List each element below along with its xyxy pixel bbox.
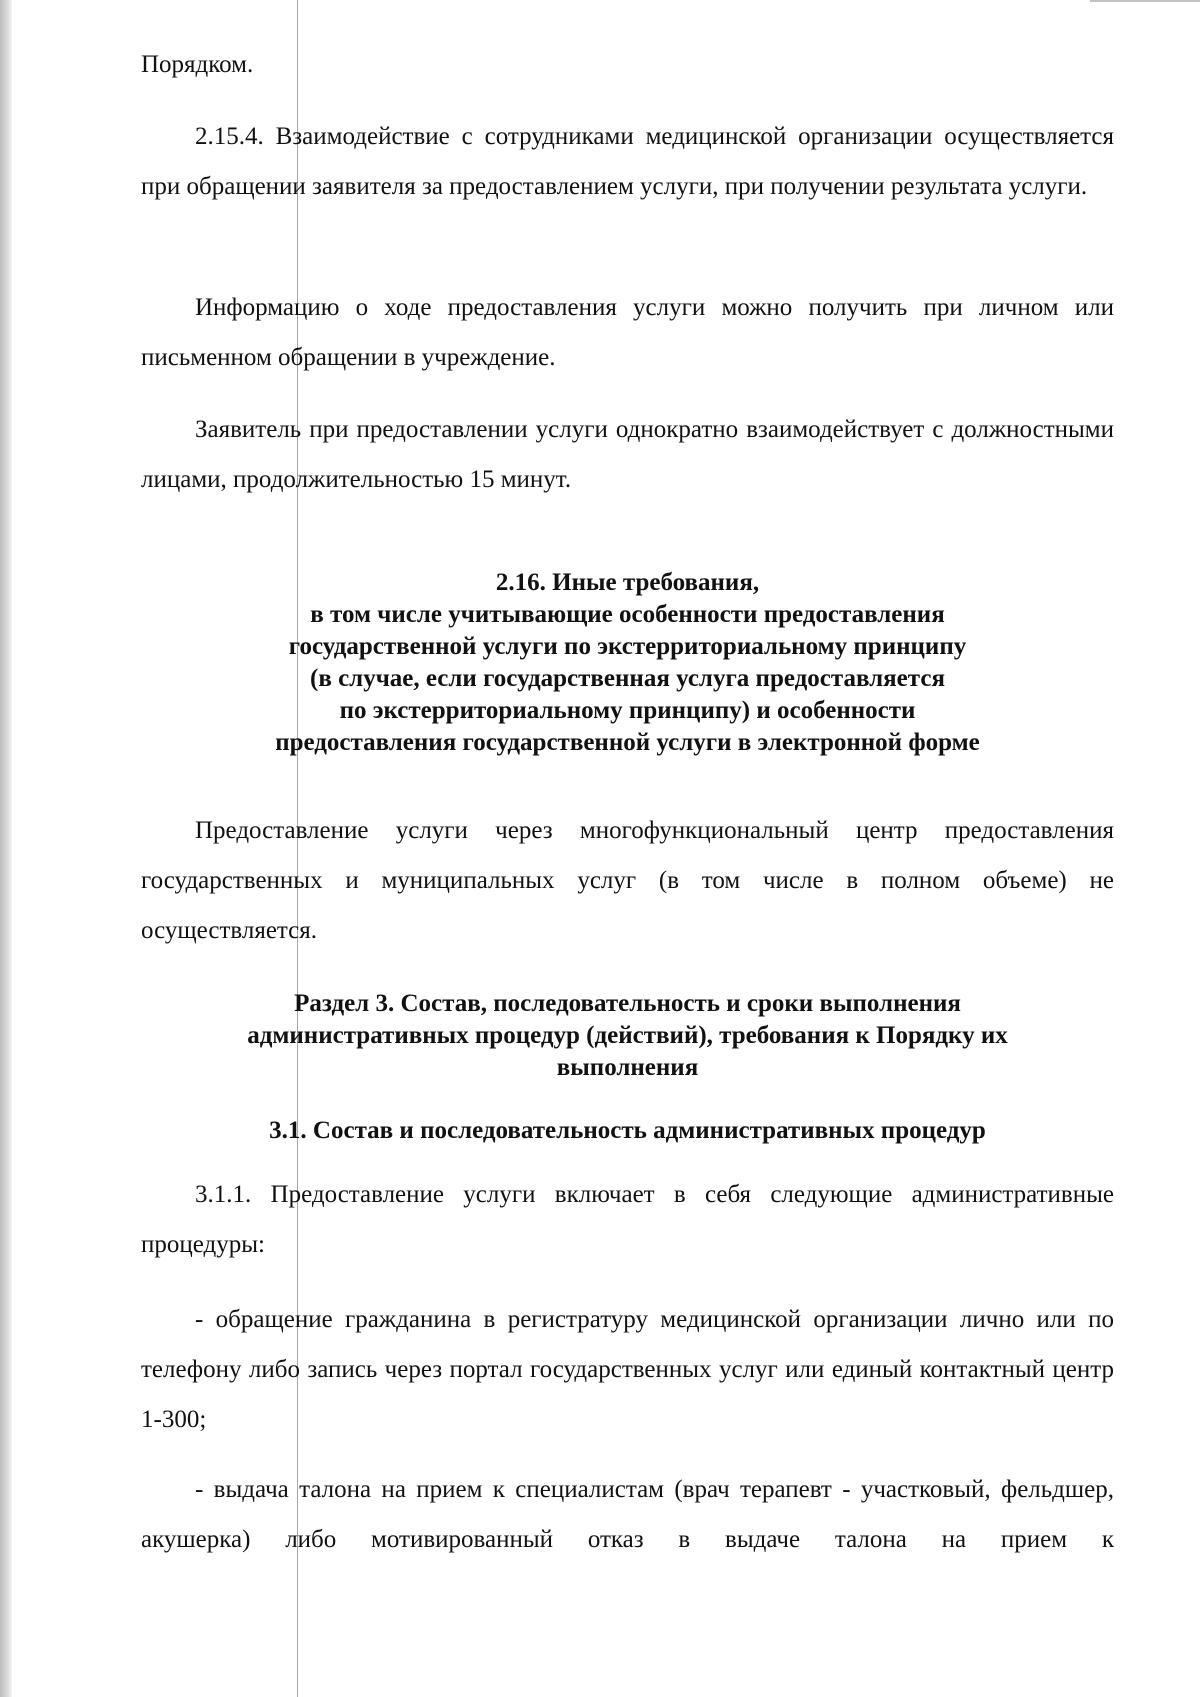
paragraph-porядком: Порядком. bbox=[141, 51, 254, 78]
list-item-appeal: - обращение гражданина в регистратуру медицинской организации лично или по телефону либо запись через портал государственных услуг или единый контактный центр 1-300; bbox=[141, 1306, 1114, 1433]
heading-section-3-line: выполнения bbox=[556, 1054, 699, 1081]
paragraph-2-15-4: 2.15.4. Взаимодействие с сотрудниками медицинской организации осуществляется при обращении заявителя за предоставлением услуги, при получении результата услуги. bbox=[141, 123, 1114, 200]
heading-2-16-line: по экстерриториальному принципу) и особенности bbox=[339, 697, 916, 724]
list-item-ticket: - выдача талона на прием к специалистам (врач терапевт - участковый, фельдшер, акушерка) либо мотивированный отказ в выдаче талона на прием к bbox=[141, 1476, 1114, 1553]
heading-2-16-line: в том числе учитывающие особенности предоставления bbox=[310, 601, 945, 628]
scan-left-edge-shadow bbox=[0, 0, 12, 1697]
paragraph-info-progress: Информацию о ходе предоставления услуги можно получить при личном или письменном обращении в учреждение. bbox=[141, 294, 1114, 371]
heading-section-3-line: Раздел 3. Состав, последовательность и сроки выполнения bbox=[294, 990, 961, 1017]
heading-section-3-line: административных процедур (действий), требования к Порядку их bbox=[247, 1022, 1008, 1049]
heading-3-1: 3.1. Состав и последовательность административных процедур bbox=[269, 1117, 986, 1144]
heading-2-16-line: государственной услуги по экстерриториальному принципу bbox=[288, 633, 967, 660]
paragraph-applicant-interaction: Заявитель при предоставлении услуги однократно взаимодействует с должностными лицами, продолжительностью 15 минут. bbox=[141, 416, 1114, 493]
heading-2-16 bbox=[141, 567, 1114, 759]
heading-2-16-line: предоставления государственной услуги в электронной форме bbox=[275, 729, 980, 756]
paragraph-mfc: Предоставление услуги через многофункциональный центр предоставления государственных и муниципальных услуг (в том числе в полном объеме) не осуществляется. bbox=[141, 817, 1114, 944]
heading-section-3 bbox=[141, 988, 1114, 1084]
paragraph-3-1-1: 3.1.1. Предоставление услуги включает в себя следующие административные процедуры: bbox=[141, 1181, 1114, 1258]
scan-corner-mark bbox=[1090, 0, 1200, 2]
heading-2-16-line: 2.16. Иные требования, bbox=[495, 569, 760, 596]
heading-2-16-line: (в случае, если государственная услуга предоставляется bbox=[310, 665, 945, 692]
